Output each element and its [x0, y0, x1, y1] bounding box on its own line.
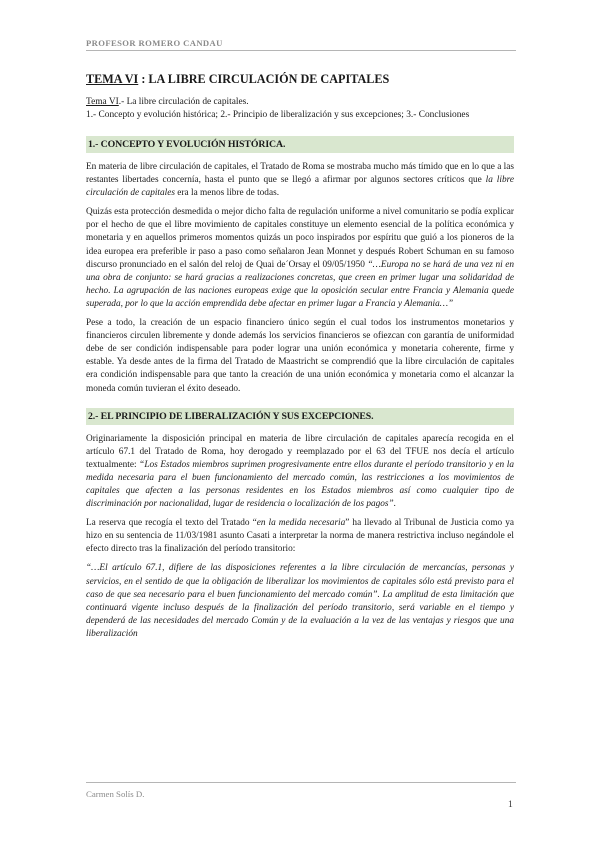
footer-author: Carmen Solís D.	[86, 789, 145, 799]
footer-divider	[86, 782, 516, 783]
section1-paragraph-2	[86, 206, 514, 311]
text-run: Originariamente la disposición principal en materia de libre circulación de capitales aparecía recogida en el artículo 67.1 del Tratado de Roma, hoy derogado y reemplazado por el 63 del TFUE nos decía el artículo textualmente:	[86, 433, 514, 470]
page-title	[86, 72, 514, 87]
title-prefix: TEMA VI	[86, 72, 139, 86]
outline-label: Tema VI	[86, 97, 119, 107]
outline-line-1-text: .- La libre circulación de capitales.	[118, 97, 249, 107]
text-run: La reserva que recogía el texto del Tratado “	[86, 518, 257, 529]
section2-paragraph-3	[86, 562, 514, 641]
italic-run: en la medida necesaria	[256, 518, 346, 529]
section2-paragraph-1	[86, 433, 514, 512]
text-run: Quizás esta protección desmedida o mejor dicho falta de regulación uniforme a nivel comunitario se podía explicar por el hecho de que el libre movimiento de capitales constituye un elemento esencial de la política económica y monetaria y en aquellos primeros momentos quizás un poco inspirados por espíritu que guió a los pioneros de la idea europea era preferible ir paso a paso como señalaron Jean Monnet y después Robert Schuman en su famoso discurso pronunciado en el salón del reloj de Quai de´Orsay el 09/05/1950	[86, 207, 515, 270]
text-run: era la menos libre de todas.	[174, 188, 280, 199]
section-heading-1: 1.- CONCEPTO Y EVOLUCIÓN HISTÓRICA.	[86, 136, 514, 153]
running-header: PROFESOR ROMERO CANDAU	[86, 38, 223, 48]
section1-paragraph-3: Pese a todo, la creación de un espacio financiero único según el cual todos los instrumentos monetarios y financieros circulen libremente y donde además los servicios financieros se ofiezcan con garantía de uniformidad debe de ser condición indispensable para poder lograr una unión económica y monetaria coherente, firme y estable. Ya desde antes de la firma del Tratado de Maastricht se comprendió que la libre circulación de capitales era condición indispensable para que tanto la creación de una unión económica y monetaria como el alcanzar la moneda común tuvieran el éxito deseado.	[86, 318, 514, 394]
outline-line-1	[86, 96, 514, 109]
section1-paragraph-1	[86, 161, 514, 200]
section2-paragraph-2	[86, 517, 514, 556]
document-body	[86, 72, 514, 647]
treaty-quote: “Los Estados miembros suprimen progresivamente entre ellos durante el período transitorio y en la medida necesaria para el buen funcionamiento del mercado común, las restricciones a los movimientos de capitales que afecten a las personas residentes en los Estados miembros así como cualquier tipo de discriminación por nacionalidad, lugar de residencia o localización de los pagos”.	[86, 459, 514, 510]
section-heading-2: 2.- EL PRINCIPIO DE LIBERALIZACIÓN Y SUS EXCEPCIONES.	[86, 408, 514, 425]
header-divider	[86, 50, 516, 51]
title-rest: : LA LIBRE CIRCULACIÓN DE CAPITALES	[138, 72, 390, 86]
italic-run: la libre circulación de capitales	[86, 175, 514, 199]
text-run: ” ha llevado al Tribunal de Justicia como ya hizo en su sentencia de 11/03/1981 asunto Casati a interpretar la norma de manera restrictiva incluso negándole el efecto directo tras la finalización del período transitorio:	[86, 518, 514, 555]
text-run: En materia de libre circulación de capitales, el Tratado de Roma se mostraba mucho más tímido que en lo que a las restantes libertades concernía, hasta el punto que se llegó a afirmar por algunos sectores críticos que	[86, 162, 514, 186]
schuman-quote: “…Europa no se hará de una vez ni en una obra de conjunto: se hará gracias a realizaciones concretas, que creen en primer lugar una solidaridad de hecho. La agrupación de las naciones europeas exige que la oposición secular entre Francia y Alemania quede superada, por lo que la acción emprendida debe afectar en primer lugar a Francia y Alemania…”	[86, 259, 514, 309]
topic-outline	[86, 96, 514, 122]
outline-line-2: 1.- Concepto y evolución histórica; 2.- Principio de liberalización y sus excepciones; 3.- Conclusiones	[86, 110, 470, 120]
page-number: 1	[508, 800, 513, 810]
court-quote: “…El artículo 67.1, difiere de las disposiciones referentes a la libre circulación de mercancías, personas y servicios, en el sentido de que la obligación de liberalizar los movimientos de capitales sólo está previsto para el caso de que sea necesario para el buen funcionamiento del mercado común”. La amplitud de esta limitación que continuará vigente incluso después de la finalización del período transitorio, será variable en el tiempo y dependerá de las necesidades del mercado Común y de la evaluación a la vez de las ventajas y riesgos que una liberalización	[86, 563, 514, 639]
